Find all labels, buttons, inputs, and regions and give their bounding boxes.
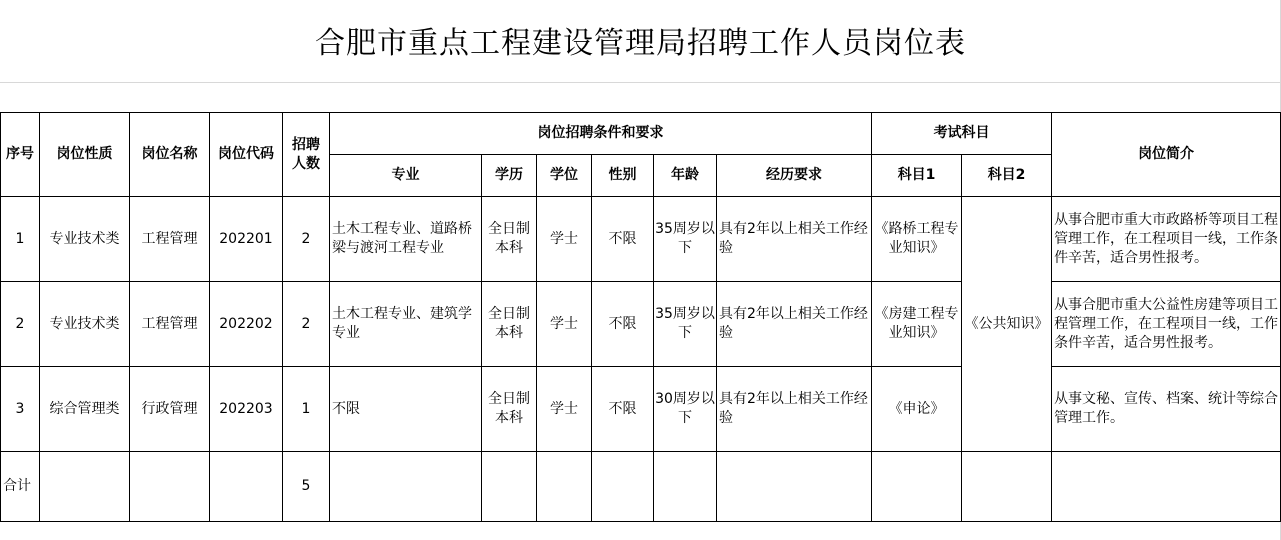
cell-subject1: 《房建工程专业知识》 <box>872 282 962 367</box>
empty-cell <box>210 452 283 522</box>
cell-intro: 从事合肥市重大公益性房建等项目工程管理工作，在工程项目一线，工作条件辛苦，适合男性报考。 <box>1052 282 1281 367</box>
cell-education: 全日制本科 <box>482 282 537 367</box>
cell-code: 202202 <box>210 282 283 367</box>
header-intro: 岗位简介 <box>1052 113 1281 197</box>
cell-nature: 综合管理类 <box>40 367 130 452</box>
total-row <box>1 452 1281 522</box>
blank-spacer-row <box>0 82 1281 112</box>
cell-experience: 具有2年以上相关工作经验 <box>717 282 872 367</box>
empty-cell <box>537 452 592 522</box>
cell-seq: 1 <box>1 197 40 282</box>
cell-seq: 2 <box>1 282 40 367</box>
cell-count: 2 <box>283 282 330 367</box>
cell-subject2-shared: 《公共知识》 <box>962 197 1052 452</box>
empty-cell <box>482 452 537 522</box>
header-education: 学历 <box>482 155 537 197</box>
header-nature: 岗位性质 <box>40 113 130 197</box>
empty-cell <box>962 452 1052 522</box>
cell-name: 工程管理 <box>130 282 210 367</box>
cell-nature: 专业技术类 <box>40 282 130 367</box>
cell-major: 不限 <box>330 367 482 452</box>
cell-gender: 不限 <box>592 197 654 282</box>
cell-education: 全日制本科 <box>482 197 537 282</box>
cell-intro: 从事文秘、宣传、档案、统计等综合管理工作。 <box>1052 367 1281 452</box>
cell-name: 工程管理 <box>130 197 210 282</box>
header-degree: 学位 <box>537 155 592 197</box>
cell-gender: 不限 <box>592 367 654 452</box>
empty-cell <box>654 452 717 522</box>
header-count-line1: 招聘 <box>292 136 320 153</box>
cell-age: 30周岁以下 <box>654 367 717 452</box>
header-subject1: 科目1 <box>872 155 962 197</box>
table-row <box>1 197 1281 282</box>
title-row <box>0 0 1281 83</box>
header-count-line2: 人数 <box>292 155 320 172</box>
empty-cell <box>330 452 482 522</box>
cell-degree: 学士 <box>537 367 592 452</box>
empty-cell <box>1052 452 1281 522</box>
empty-cell <box>717 452 872 522</box>
header-subject2: 科目2 <box>962 155 1052 197</box>
cell-experience: 具有2年以上相关工作经验 <box>717 197 872 282</box>
empty-cell <box>592 452 654 522</box>
header-major: 专业 <box>330 155 482 197</box>
cell-seq: 3 <box>1 367 40 452</box>
cell-code: 202201 <box>210 197 283 282</box>
cell-gender: 不限 <box>592 282 654 367</box>
table-row <box>1 367 1281 452</box>
table-row <box>1 282 1281 367</box>
empty-cell <box>130 452 210 522</box>
header-exam: 考试科目 <box>872 113 1052 155</box>
header-name: 岗位名称 <box>130 113 210 197</box>
cell-count: 2 <box>283 197 330 282</box>
page-title: 合肥市重点工程建设管理局招聘工作人员岗位表 <box>315 26 966 61</box>
header-age: 年龄 <box>654 155 717 197</box>
header-conditions: 岗位招聘条件和要求 <box>330 113 872 155</box>
cell-major: 土木工程专业、道路桥梁与渡河工程专业 <box>330 197 482 282</box>
header-seq: 序号 <box>1 113 40 197</box>
cell-major: 土木工程专业、建筑学专业 <box>330 282 482 367</box>
cell-degree: 学士 <box>537 282 592 367</box>
header-experience: 经历要求 <box>717 155 872 197</box>
cell-count: 1 <box>283 367 330 452</box>
total-count: 5 <box>283 452 330 522</box>
header-code: 岗位代码 <box>210 113 283 197</box>
header-gender: 性别 <box>592 155 654 197</box>
header-row-1 <box>1 113 1281 155</box>
header-count <box>283 113 330 197</box>
cell-degree: 学士 <box>537 197 592 282</box>
cell-intro: 从事合肥市重大市政路桥等项目工程管理工作，在工程项目一线，工作条件辛苦，适合男性报考。 <box>1052 197 1281 282</box>
cell-nature: 专业技术类 <box>40 197 130 282</box>
cell-experience: 具有2年以上相关工作经验 <box>717 367 872 452</box>
cell-age: 35周岁以下 <box>654 197 717 282</box>
job-positions-table <box>0 112 1281 522</box>
cell-education: 全日制本科 <box>482 367 537 452</box>
cell-name: 行政管理 <box>130 367 210 452</box>
cell-subject1: 《路桥工程专业知识》 <box>872 197 962 282</box>
cell-age: 35周岁以下 <box>654 282 717 367</box>
empty-cell <box>40 452 130 522</box>
total-label: 合计 <box>1 452 40 522</box>
cell-code: 202203 <box>210 367 283 452</box>
cell-subject1: 《申论》 <box>872 367 962 452</box>
empty-cell <box>872 452 962 522</box>
